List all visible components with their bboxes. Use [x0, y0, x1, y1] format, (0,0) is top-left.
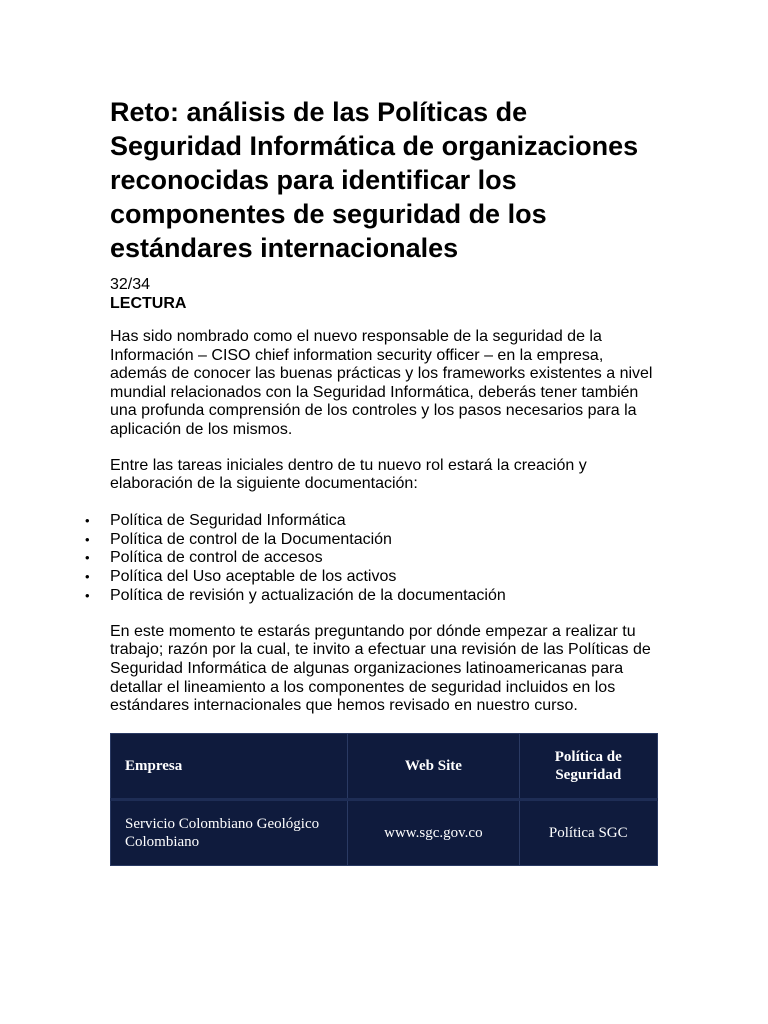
- header-web-site: Web Site: [348, 733, 519, 799]
- document-page: [85, 95, 660, 866]
- list-item: • Política de control de accesos: [85, 549, 323, 567]
- organizations-table: [110, 733, 658, 866]
- page-title: Reto: análisis de las Políticas de Seguridad Informática de organizaciones reconocidas para identificar los componentes de seguridad de los estándares internacionales: [110, 97, 639, 263]
- list-item: • Política de Seguridad Informática: [85, 511, 346, 529]
- table-header-row: [111, 733, 658, 799]
- header-politica: Política de Seguridad: [519, 733, 657, 799]
- list-item: • Política de control de la Documentación: [85, 530, 392, 548]
- list-item: • Política de revisión y actualización de la documentación: [85, 586, 506, 604]
- table-row: [111, 799, 658, 865]
- cell-empresa: Servicio Colombiano Geológico Colombiano: [111, 799, 348, 865]
- tasks-paragraph: Entre las tareas iniciales dentro de tu nuevo rol estará la creación y elaboración de la siguiente documentación:: [110, 456, 587, 493]
- cell-politica[interactable]: Política SGC: [519, 799, 657, 865]
- section-label: LECTURA: [110, 295, 187, 312]
- page-counter: 32/34: [110, 276, 151, 293]
- cell-web-site[interactable]: www.sgc.gov.co: [348, 799, 519, 865]
- intro-paragraph: Has sido nombrado como el nuevo responsable de la seguridad de la Información – CISO chief information security officer – en la empresa, además de conocer las buenas prácticas y los frameworks existentes a nivel mundial relacionados con la Seguridad Informática, deberás tener también una profunda comprensión de los controles y los pasos necesarios para la aplicación de los mismos.: [110, 328, 653, 438]
- list-item: • Política del Uso aceptable de los activos: [85, 568, 397, 586]
- bullet-icon: •: [85, 512, 90, 528]
- header-empresa: Empresa: [111, 733, 348, 799]
- documentation-list: [78, 512, 660, 606]
- bullet-icon: •: [85, 587, 90, 603]
- bullet-icon: •: [85, 569, 90, 585]
- closing-paragraph: En este momento te estarás preguntando por dónde empezar a realizar tu trabajo; razón por la cual, te invito a efectuar una revisión de las Políticas de Seguridad Informática de algunas organizaciones latinoamericanas para detallar el lineamiento a los componentes de seguridad incluidos en los estándares internacionales que hemos revisado en nuestro curso.: [110, 622, 651, 715]
- bullet-icon: •: [85, 531, 90, 547]
- bullet-icon: •: [85, 550, 90, 566]
